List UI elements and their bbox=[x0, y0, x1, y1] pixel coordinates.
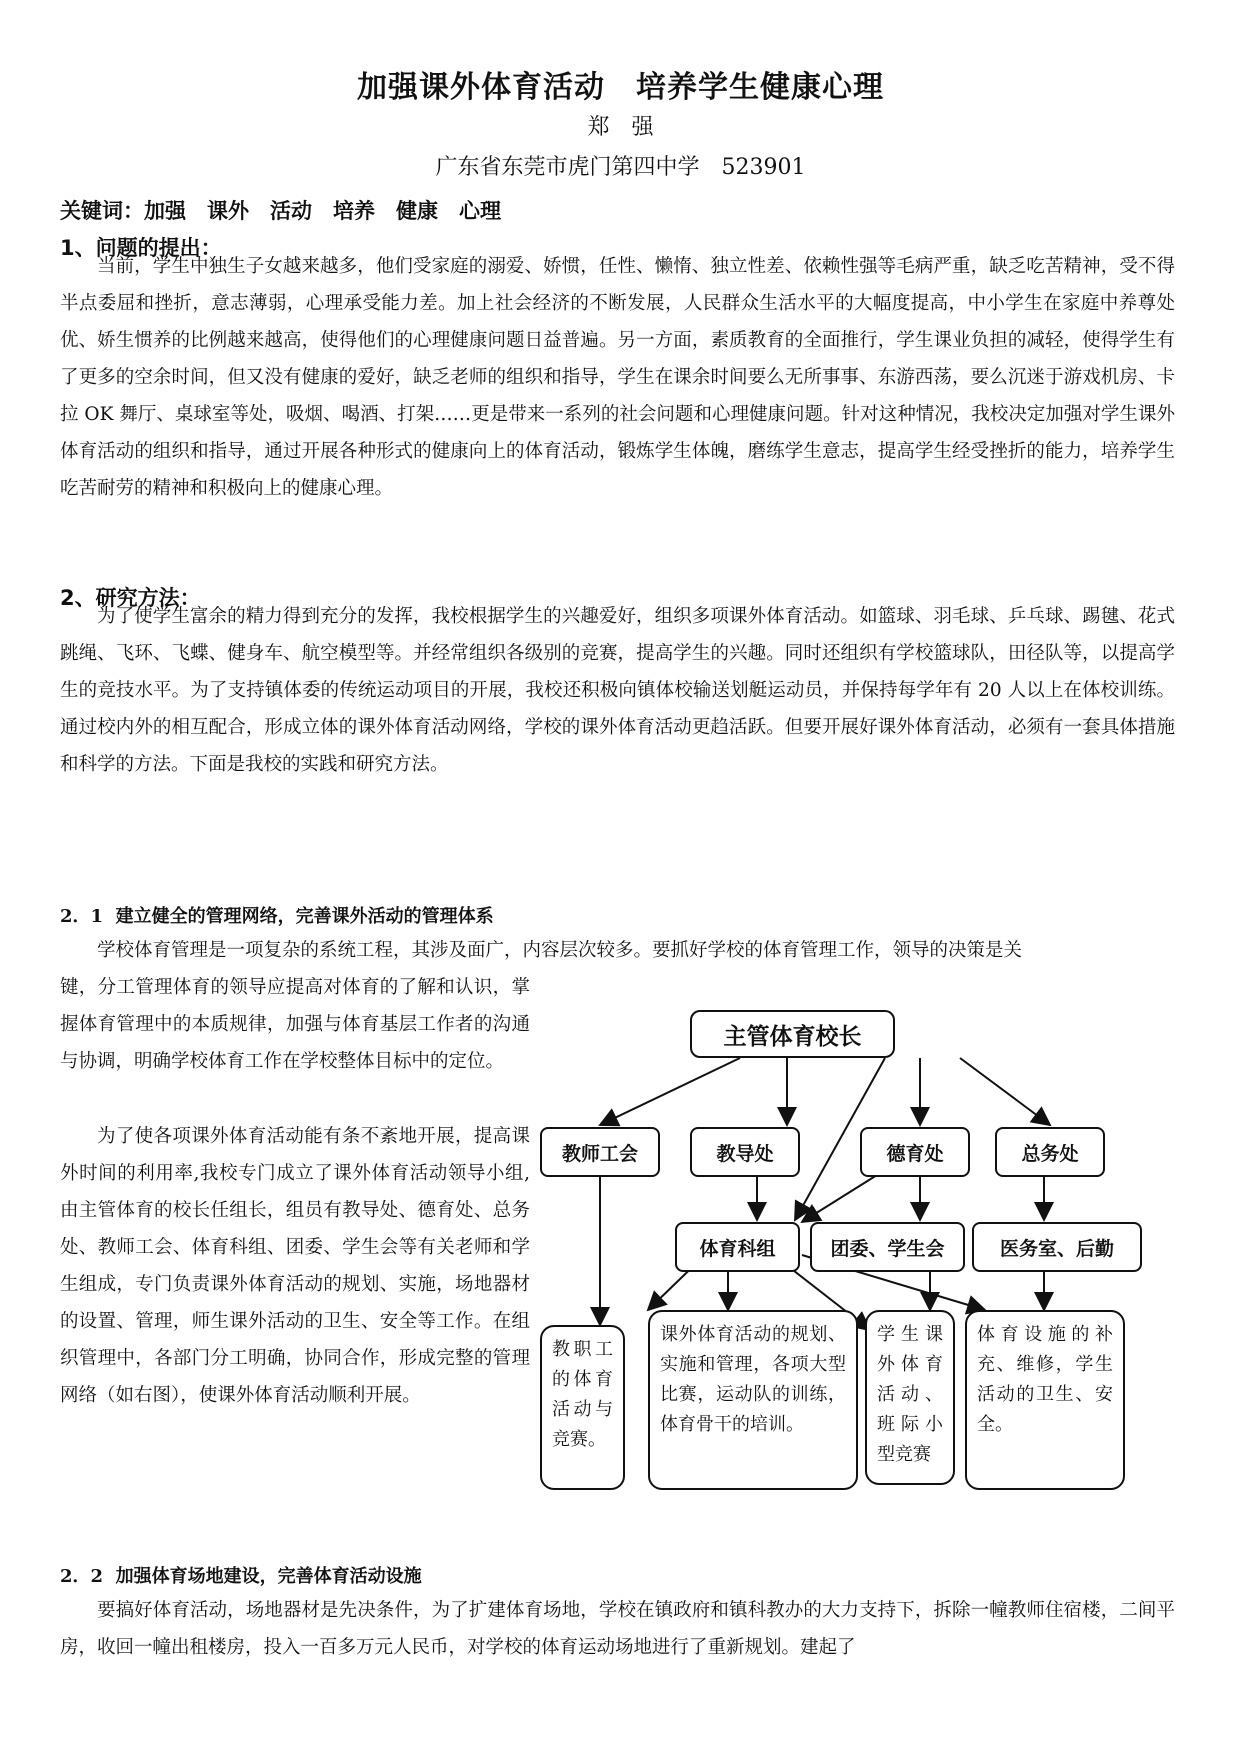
org-node-teachers-union: 教师工会 bbox=[540, 1127, 660, 1177]
section-2-1-paragraph-2: 为了使各项课外体育活动能有条不紊地开展，提高课外时间的利用率,我校专门成立了课外体育活动领导小组,由主管体育的校长任组长，组员有教导处、德育处、总务处、教师工会、体育科组、团委、学生会等有关老师和学生组成，专门负责课外体育活动的规划、实施，场地器材的设置、管理，师生课外活动的卫生、安全等工作。在组织管理中，各部门分工明确，协同合作，形成完整的管理网络（如右图），使课外体育活动顺利开展。 bbox=[60, 1126, 530, 1406]
org-node-pe-group: 体育科组 bbox=[675, 1222, 800, 1272]
section-2-heading: 2、研究方法： bbox=[60, 586, 201, 610]
org-leaf-student-activities: 学生课外体育活动、班际小型竞赛 bbox=[865, 1310, 955, 1485]
org-node-youth-league: 团委、学生会 bbox=[810, 1222, 965, 1272]
org-node-principal: 主管体育校长 bbox=[690, 1010, 895, 1058]
section-2-paragraph: 为了使学生富余的精力得到充分的发挥，我校根据学生的兴趣爱好，组织多项课外体育活动。如篮球、羽毛球、乒乓球、踢毽、花式跳绳、飞环、飞蝶、健身车、航空模型等。并经常组织各级别的竞赛，提高学生的兴趣。同时还组织有学校篮球队，田径队等，以提高学生的竞技水平。为了支持镇体委的传统运动项目的开展，我校还积极向镇体校输送划艇运动员，并保持每学年有 20 人以上在体校训练。通过校内外的相互配合，形成立体的课外体育活动网络，学校的课外体育活动更趋活跃。但要开展好课外体育活动，必须有一套具体措施和科学的方法。下面是我校的实践和研究方法。 bbox=[60, 606, 1175, 775]
management-network-diagram bbox=[540, 1010, 1150, 1520]
org-node-clinic-logistics: 医务室、后勤 bbox=[972, 1222, 1142, 1272]
document-title: 加强课外体育活动 培养学生健康心理 bbox=[357, 70, 884, 105]
section-2-1-heading: 2．1 建立健全的管理网络，完善课外活动的管理体系 bbox=[60, 906, 494, 927]
keywords-line: 关键词：加强 课外 活动 培养 健康 心理 bbox=[60, 199, 501, 223]
section-1-heading: 1、问题的提出： bbox=[60, 236, 222, 260]
section-2-1-paragraph-1-line: 学校体育管理是一项复杂的系统工程，其涉及面广，内容层次较多。要抓好学校的体育管理工作，领导的决策是关 bbox=[97, 940, 1023, 961]
org-leaf-facilities: 体育设施的补充、维修，学生活动的卫生、安全。 bbox=[965, 1310, 1125, 1490]
section-2-2-paragraph: 要搞好体育活动，场地器材是先决条件，为了扩建体育场地，学校在镇政府和镇科教办的大力支持下，拆除一幢教师住宿楼，二间平房，收回一幢出租楼房，投入一百多万元人民币，对学校的体育运动场地进行了重新规划。建起了 bbox=[60, 1600, 1175, 1658]
author-name: 郑 强 bbox=[587, 115, 654, 140]
org-leaf-planning: 课外体育活动的规划、实施和管理，各项大型比赛，运动队的训练，体育骨干的培训。 bbox=[648, 1310, 858, 1490]
org-node-academic-office: 教导处 bbox=[690, 1127, 800, 1177]
org-node-general-affairs: 总务处 bbox=[995, 1127, 1105, 1177]
section-1-paragraph: 当前，学生中独生子女越来越多，他们受家庭的溺爱、娇惯，任性、懒惰、独立性差、依赖性强等毛病严重，缺乏吃苦精神，受不得半点委屈和挫折，意志薄弱，心理承受能力差。加上社会经济的不断发展，人民群众生活水平的大幅度提高，中小学生在家庭中养尊处优、娇生惯养的比例越来越高，使得他们的心理健康问题日益普遍。另一方面，素质教育的全面推行，学生课业负担的减轻，使得学生有了更多的空余时间，但又没有健康的爱好，缺乏老师的组织和指导，学生在课余时间要么无所事事、东游西荡，要么沉迷于游戏机房、卡拉 OK 舞厅、桌球室等处，吸烟、喝酒、打架……更是带来一系列的社会问题和心理健康问题。针对这种情况，我校决定加强对学生课外体育活动的组织和指导，通过开展各种形式的健康向上的体育活动，锻炼学生体魄，磨练学生意志，提高学生经受挫折的能力，培养学生吃苦耐劳的精神和积极向上的健康心理。 bbox=[60, 256, 1175, 499]
org-node-moral-office: 德育处 bbox=[860, 1127, 970, 1177]
section-2-1-paragraph-1-rest: 键，分工管理体育的领导应提高对体育的了解和认识，掌握体育管理中的本质规律，加强与体育基层工作者的沟通与协调，明确学校体育工作在学校整体目标中的定位。 bbox=[60, 977, 530, 1072]
org-leaf-staff-activities: 教职工的体育活动与竞赛。 bbox=[540, 1325, 625, 1490]
school-affiliation: 广东省东莞市虎门第四中学 523901 bbox=[435, 155, 806, 180]
section-2-2-heading: 2．2 加强体育场地建设，完善体育活动设施 bbox=[60, 1566, 422, 1587]
